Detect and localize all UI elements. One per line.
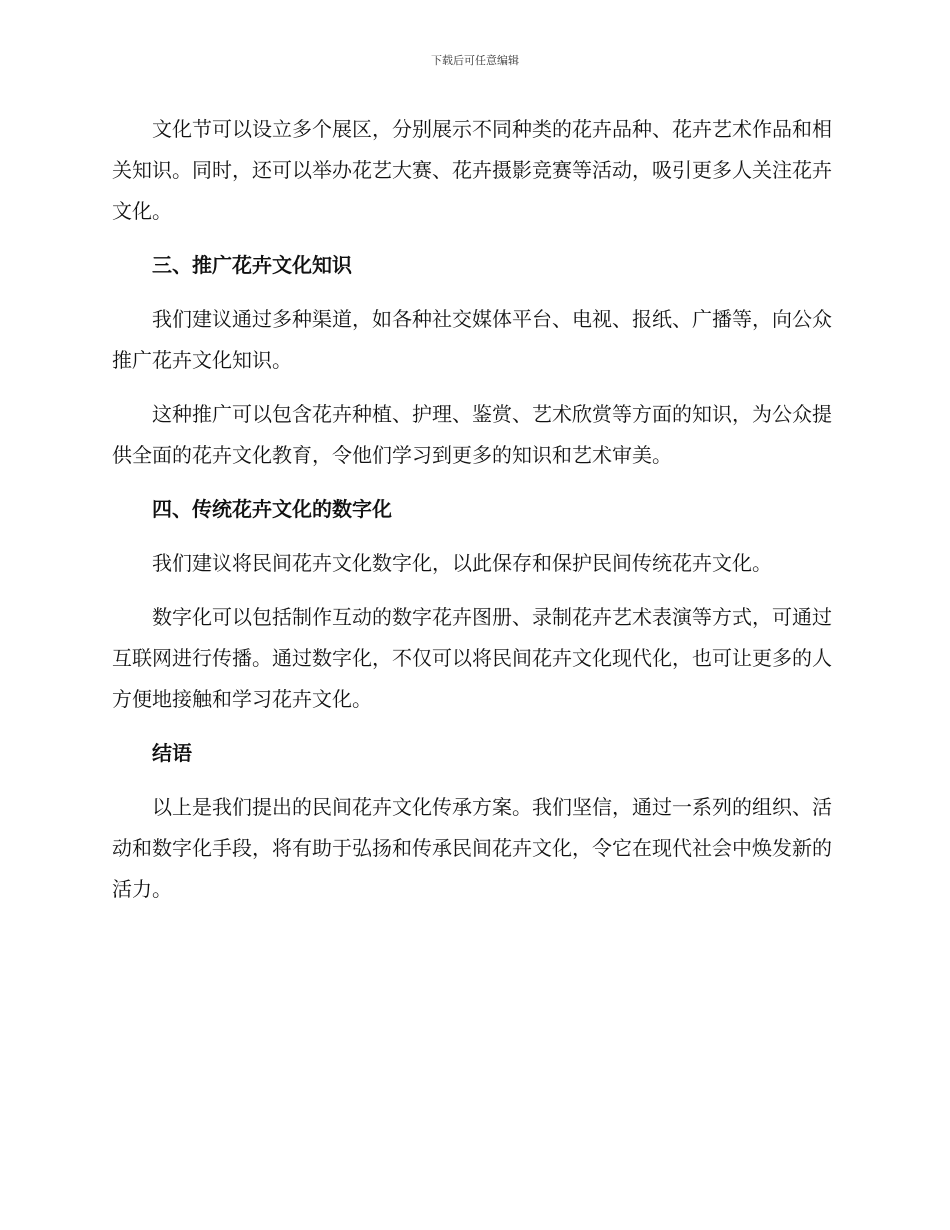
document-body (112, 109, 832, 923)
paragraph-digitization-proposal: 我们建议将民间花卉文化数字化，以此保存和保护民间传统花卉文化。 (152, 551, 772, 575)
section-heading-conclusion: 结语 (152, 741, 192, 765)
section-heading-digitization: 四、传统花卉文化的数字化 (152, 497, 392, 521)
paragraph-festival-exhibits: 文化节可以设立多个展区，分别展示不同种类的花卉品种、花卉艺术作品和相关知识。同时，还可以举办花艺大赛、花卉摄影竞赛等活动，吸引更多人关注花卉文化。 (112, 117, 832, 223)
page-header-note: 下载后可任意编辑 (431, 54, 519, 67)
paragraph-digitization-methods: 数字化可以包括制作互动的数字花卉图册、录制花卉艺术表演等方式，可通过互联网进行传播。通过数字化，不仅可以将民间花卉文化现代化，也可让更多的人方便地接触和学习花卉文化。 (112, 605, 832, 711)
paragraph-conclusion: 以上是我们提出的民间花卉文化传承方案。我们坚信，通过一系列的组织、活动和数字化手段，将有助于弘扬和传承民间花卉文化，令它在现代社会中焕发新的活力。 (112, 795, 832, 901)
paragraph-promotion-channels: 我们建议通过多种渠道，如各种社交媒体平台、电视、报纸、广播等，向公众推广花卉文化知识。 (112, 307, 832, 372)
paragraph-promotion-content: 这种推广可以包含花卉种植、护理、鉴赏、艺术欣赏等方面的知识，为公众提供全面的花卉文化教育，令他们学习到更多的知识和艺术审美。 (112, 402, 832, 467)
section-heading-promote-knowledge: 三、推广花卉文化知识 (152, 253, 352, 277)
